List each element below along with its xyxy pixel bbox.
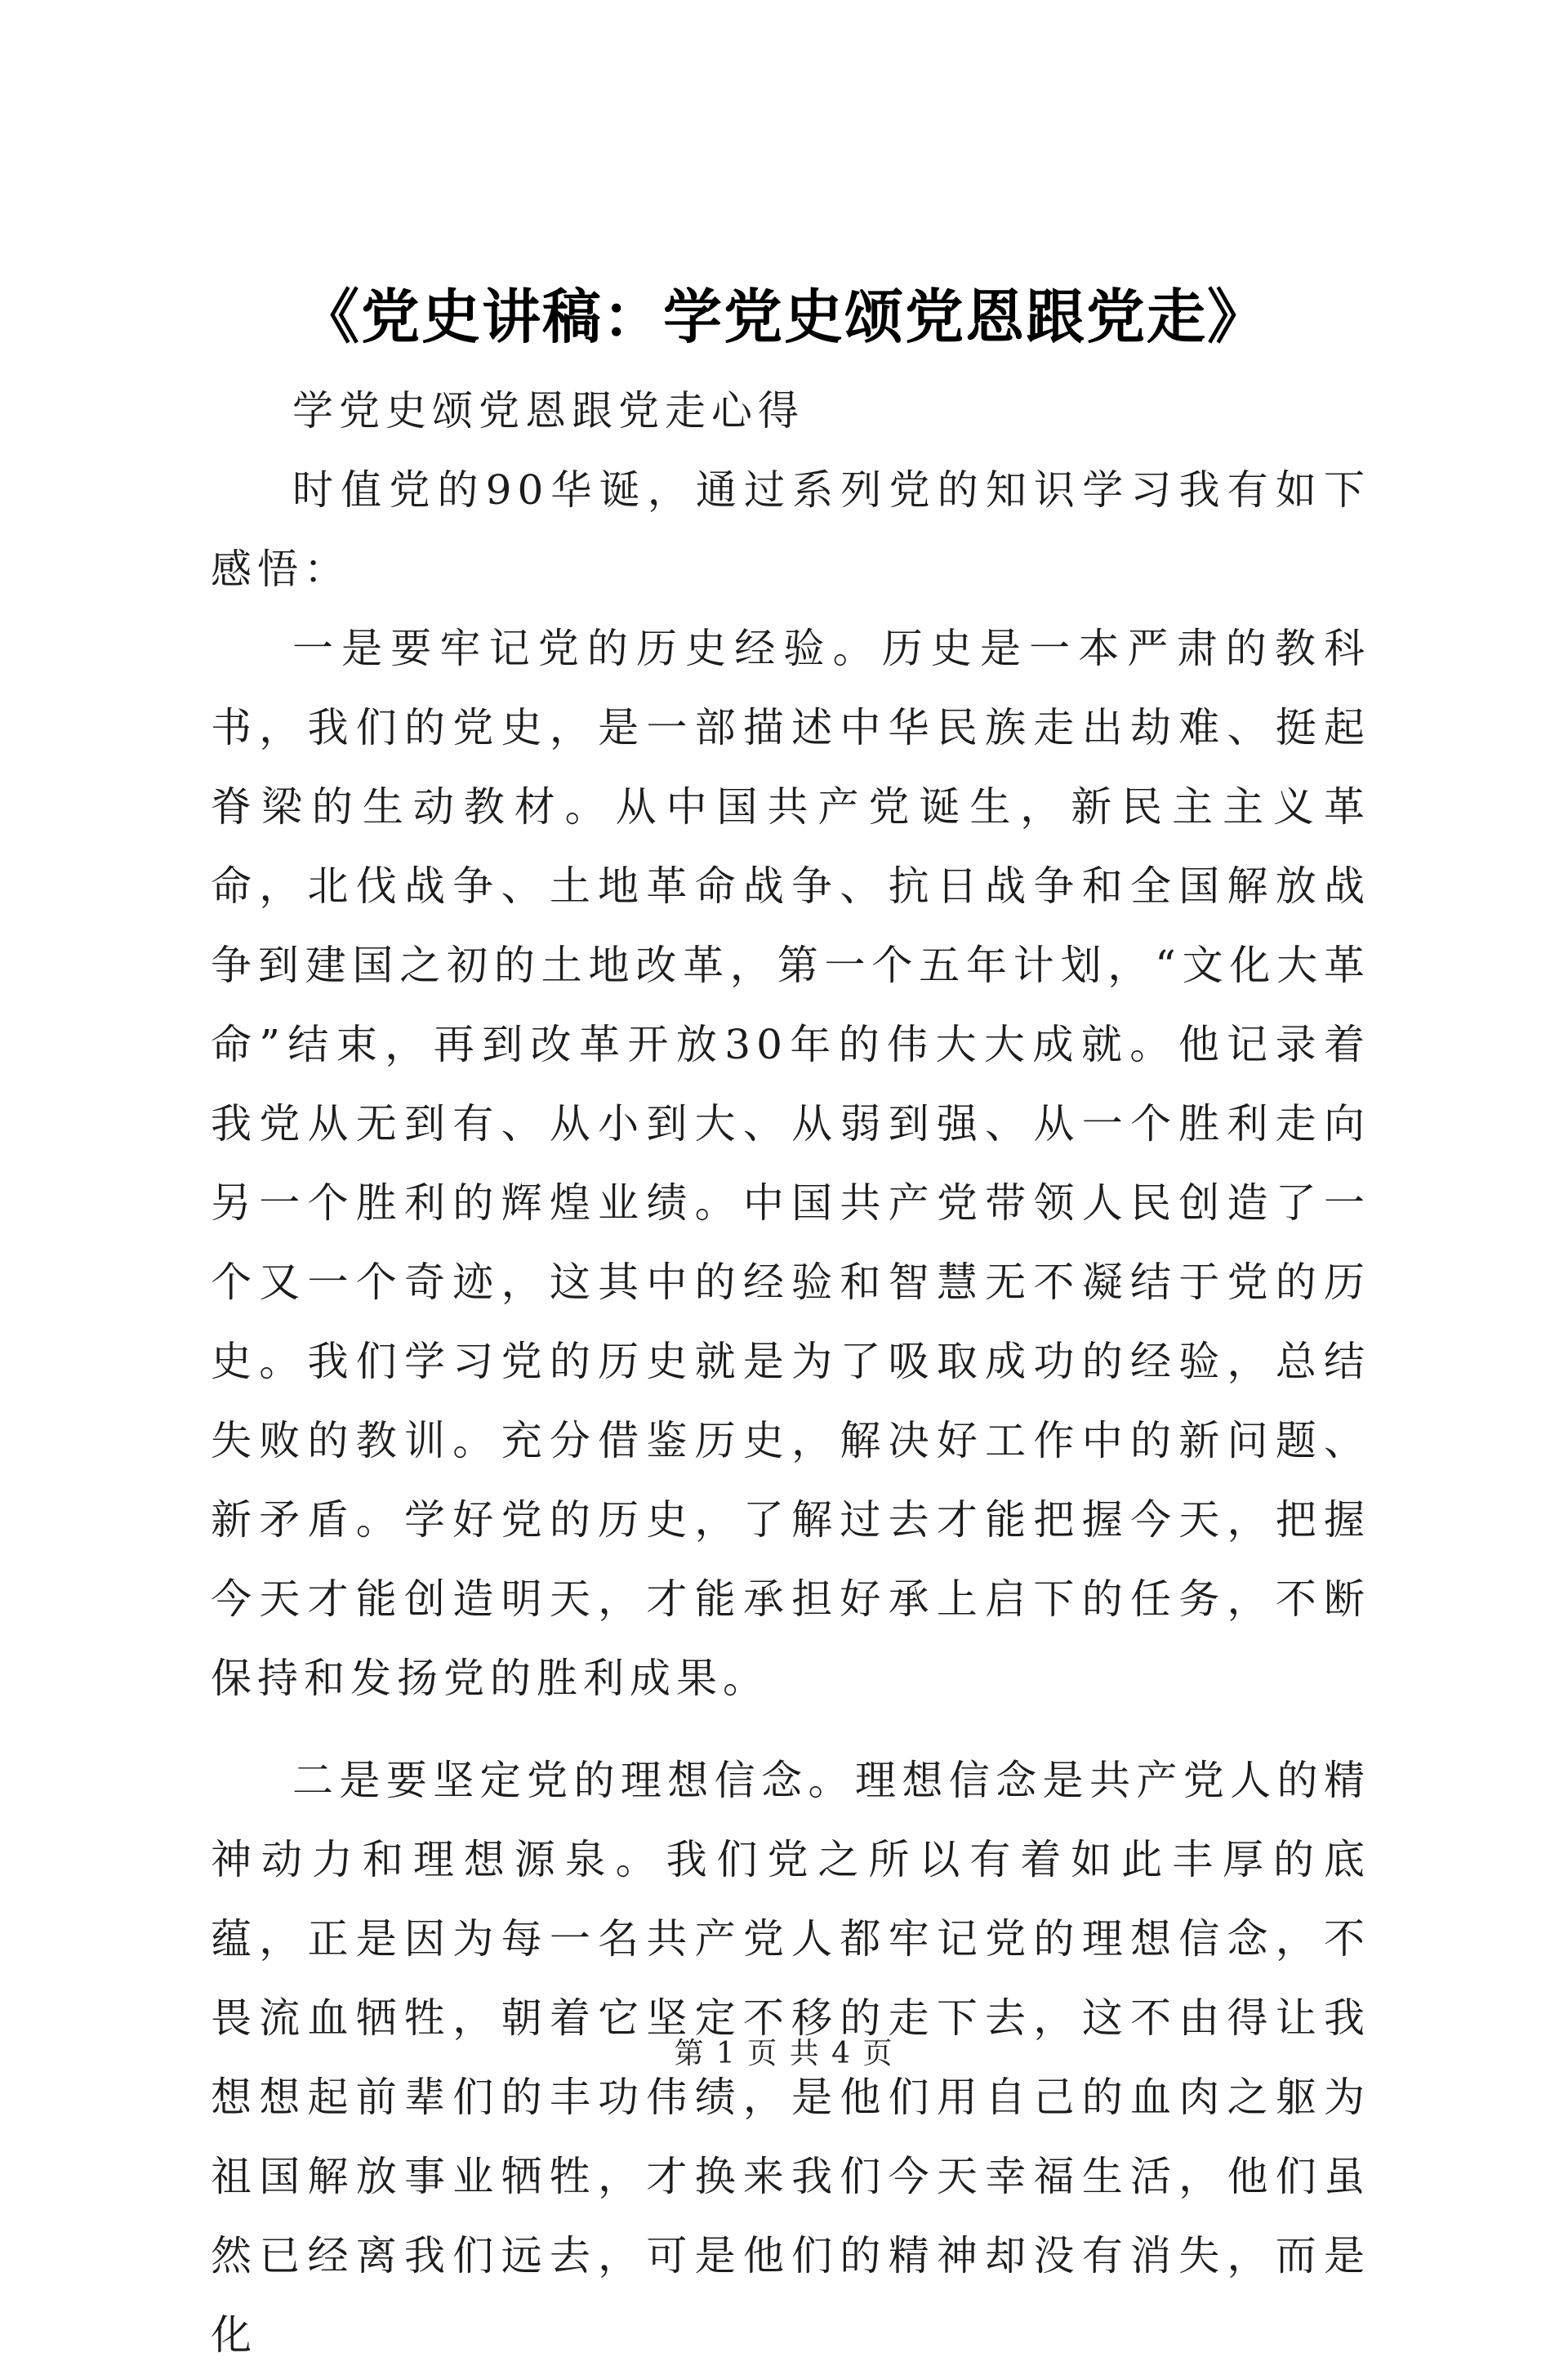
page-number-footer: 第 1 页 共 4 页 <box>674 2037 894 2070</box>
document-title: 《党史讲稿：学党史颂党恩跟党走》 <box>300 282 1267 351</box>
intro-paragraph: 时值党的90华诞，通过系列党的知识学习我有如下感悟： <box>211 466 1370 593</box>
body-paragraph-1: 一是要牢记党的历史经验。历史是一本严肃的教科书，我们的党史，是一部描述中华民族走出劫难、挺起脊梁的生动教材。从中国共产党诞生，新民主主义革命，北伐战争、土地革命战争、抗日战争和全国解放战争到建国之初的土地改革，第一个五年计划，“文化大革命”结束，再到改革开放30年的伟大大成就。他记录着我党从无到有、从小到大、从弱到强、从一个胜利走向另一个胜利的辉煌业绩。中国共产党带领人民创造了一个又一个奇迹，这其中的经验和智慧无不凝结于党的历史。我们学习党的历史就是为了吸取成功的经验，总结失败的教训。充分借鉴历史，解决好工作中的新问题、新矛盾。学好党的历史，了解过去才能把握今天，把握今天才能创造明天，才能承担好承上启下的任务，不断保持和发扬党的胜利成果。 <box>211 625 1370 1702</box>
subtitle-paragraph: 学党史颂党恩跟党走心得 <box>292 387 804 434</box>
body-paragraph-2: 二是要坚定党的理想信念。理想信念是共产党人的精神动力和理想源泉。我们党之所以有着如此丰厚的底蕴，正是因为每一名共产党人都牢记党的理想信念，不畏流血牺牲，朝着它坚定不移的走下去，这不由得让我想想起前辈们的丰功伟绩，是他们用自己的血肉之躯为祖国解放事业牺牲，才换来我们今天幸福生活，他们虽然已经离我们远去，可是他们的精神却没有消失，而是化 <box>211 1757 1370 2359</box>
document-body <box>211 372 1370 2375</box>
